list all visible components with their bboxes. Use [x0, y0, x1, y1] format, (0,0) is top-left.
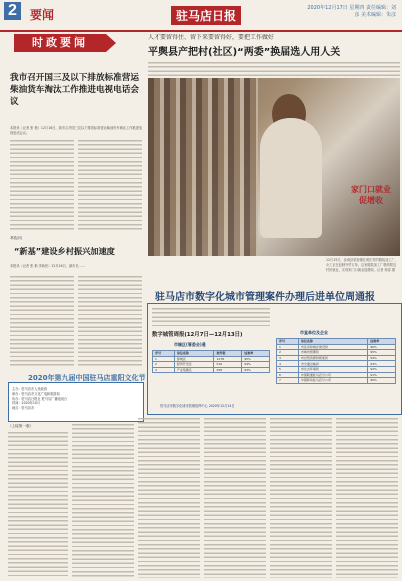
bottom-column-5	[270, 418, 332, 578]
infobox-line: 地点：驻马店市	[12, 406, 35, 411]
left-table	[152, 350, 270, 373]
table-cell: 市生态环境局	[298, 366, 367, 372]
bottom-column-6	[336, 418, 398, 578]
table-row	[153, 367, 270, 373]
table-cell: 96%	[368, 344, 396, 350]
story1-column-1	[10, 140, 74, 230]
infobox-lines	[12, 387, 67, 411]
bottom-column-1	[8, 432, 68, 578]
section-banner: 时政要闻	[14, 34, 106, 52]
table-cell: 1	[153, 356, 175, 362]
story2-column-2	[78, 276, 142, 366]
table-cell: 258	[214, 367, 242, 373]
table-header-cell: 单位名称	[298, 339, 367, 345]
right-table	[276, 338, 396, 384]
table-cell: 516	[214, 362, 242, 368]
table-cell: 2	[277, 350, 299, 356]
lead-intro	[148, 62, 400, 76]
table-cell: 2	[153, 362, 175, 368]
lead-headline: 平舆县产把村(社区)“两委”换届选人用人关	[148, 47, 341, 58]
story2-column-1	[10, 276, 74, 366]
infobox-line: 主办：驻马店市人民政府	[12, 387, 48, 391]
notice-week: 数字城管周报(12月7日—12月13日)	[152, 332, 243, 338]
notice-footer: 驻马店市数字化城市管理指挥中心 2020年12月14日	[160, 404, 235, 408]
table-cell: 7	[277, 378, 299, 384]
story1-column-2	[78, 140, 142, 230]
table-cell: 经济开发区	[174, 362, 214, 368]
table-cell: 5	[277, 366, 299, 372]
table-header-cell: 单位名称	[174, 351, 214, 357]
table-cell: 95%	[368, 350, 396, 356]
worker	[260, 118, 322, 238]
dateline: 2020年12月17日 星期四 责任编辑：刘彦 美术编辑：朱彦	[307, 5, 396, 18]
photo-caption: 家门口就业促增收	[351, 185, 391, 205]
table-cell: 1278	[214, 356, 242, 362]
table-cell: 市交通运输局	[298, 361, 367, 367]
infobox-line: 承办：驻马店市文化广电和旅游局	[12, 391, 60, 396]
section-title: 要闻	[30, 8, 55, 22]
table-cell: 市住房和城乡建设局	[298, 344, 367, 350]
table-cell: 中国移动驻马店分公司	[298, 378, 367, 384]
table-cell: 产业集聚区	[174, 367, 214, 373]
page-number: 2	[4, 2, 21, 20]
table-cell: 3	[153, 367, 175, 373]
table-cell: 90%	[368, 378, 396, 384]
infobox-title: 2020年第九届中国驻马店重阳文化节	[28, 374, 146, 382]
table-cell: 92%	[368, 366, 396, 372]
table-cell: 91%	[368, 372, 396, 378]
table-header-cell: 序号	[277, 339, 299, 345]
table-cell: 3	[277, 355, 299, 361]
bottom-column-4	[204, 418, 266, 578]
infobox-line: 协办：驻马店日报社 驻马店广播电视台	[12, 396, 68, 401]
table-cell: 市城市管理局	[298, 350, 367, 356]
table-header-cell: 案件数	[214, 351, 242, 357]
table-cell: 95%	[242, 356, 270, 362]
table-cell: 4	[277, 361, 299, 367]
left-table-title: 市辖区(管委会)通	[174, 342, 206, 347]
table-cell: 94%	[242, 362, 270, 368]
masthead	[0, 0, 402, 32]
table-cell: 93%	[242, 367, 270, 373]
lead-kicker: 人才要留得住、留下来要留得好，要把工作做好	[148, 34, 275, 41]
story1-byline: 本报讯（记者 张 艳）12月16日，我市召开国三及以下排放标准营运柴油货车淘汰工作推进电视电话会议。	[10, 126, 142, 135]
infobox-line: 时间：2020年10月	[12, 401, 41, 406]
table-row	[277, 378, 396, 384]
table-cell: 中国联通驻马店分公司	[298, 372, 367, 378]
bottom-column-2	[72, 424, 134, 578]
table-cell: 6	[277, 372, 299, 378]
table-cell: 1	[277, 344, 299, 350]
newspaper-logo: 驻马店日报	[171, 6, 241, 25]
story2-prehead: 本报讯	[10, 236, 22, 240]
right-table-title: 市直单位及企业	[300, 330, 328, 335]
table-cell: 93%	[368, 361, 396, 367]
story2-byline: 本报讯（记者 张 艳 李新民）12月16日，副市长……	[10, 264, 85, 268]
notice-title: 驻马店市数字化城市管理案件办理后进单位周通报	[155, 292, 375, 303]
table-header-cell: 序号	[153, 351, 175, 357]
story2-headline: “新基”建设乡村振兴加速度	[14, 246, 115, 256]
table-cell: 市自然资源和规划局	[298, 355, 367, 361]
clothing-rack	[148, 78, 258, 256]
bottom-left-head: （上接第一版）	[8, 424, 34, 428]
table-header-cell: 结案率	[368, 339, 396, 345]
story1-headline: 我市召开国三及以下排放标准营运柴油货车淘汰工作推进电视电话会议	[10, 73, 139, 107]
notice-intro	[152, 308, 270, 328]
bottom-column-3	[138, 418, 200, 578]
table-header-cell: 结案率	[242, 351, 270, 357]
table-cell: 94%	[368, 355, 396, 361]
photo-quote: 12月15日，汝南县梁祝镇在黄庄村的服装加工厂，女工正在赶制外贸订单，这家服装加工厂吸纳附近村民就业，实现家门口就业促增收。记者 杨春 摄	[326, 258, 398, 272]
table-cell: 驿城区	[174, 356, 214, 362]
news-photo	[148, 78, 400, 256]
